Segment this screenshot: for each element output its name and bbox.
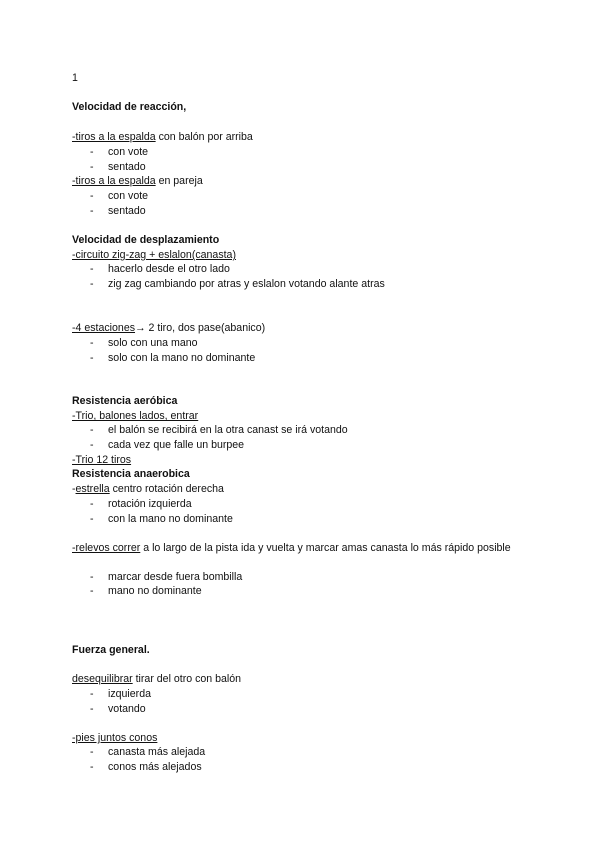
exercise-name: desequilibrar <box>72 673 133 685</box>
bullet-dash: - <box>90 513 94 525</box>
exercise-detail: en pareja <box>155 175 203 187</box>
list-item-text: cada vez que falle un burpee <box>108 439 245 451</box>
bullet-dash: - <box>90 746 94 758</box>
list-item-text: mano no dominante <box>108 585 202 597</box>
list-item-text: solo con una mano <box>108 337 198 349</box>
exercise-name: -4 estaciones <box>72 322 136 334</box>
exercise-name: -Trio 12 tiros <box>72 454 132 466</box>
exercise-detail: → 2 tiro, dos pase(abanico) <box>135 322 266 334</box>
list-item <box>90 571 242 584</box>
bullet-dash: - <box>90 585 94 597</box>
exercise-detail: centro rotación derecha <box>109 483 224 495</box>
list-item-text: zig zag cambiando por atras y eslalon votando alante atras <box>108 278 385 290</box>
bullet-dash: - <box>90 761 94 773</box>
list-item-text: solo con la mano no dominante <box>108 352 256 364</box>
exercise-name: -tiros a la espalda <box>72 131 156 143</box>
list-item-text: izquierda <box>108 688 151 700</box>
bullet-dash: - <box>90 146 94 158</box>
bullet-dash: - <box>90 439 94 451</box>
list-item <box>90 761 202 774</box>
list-item <box>90 205 146 218</box>
list-item <box>90 278 385 291</box>
list-item <box>90 439 244 452</box>
exercise-name: -pies juntos conos <box>72 732 158 744</box>
list-item <box>90 746 205 759</box>
exercise-name: -tiros a la espalda <box>72 175 156 187</box>
bullet-dash: - <box>90 263 94 275</box>
list-item-text: hacerlo desde el otro lado <box>108 263 230 275</box>
exercise-name: -Trio, balones lados, entrar <box>72 410 199 422</box>
list-item-text: con vote <box>108 146 149 158</box>
list-item-text: marcar desde fuera bombilla <box>108 571 243 583</box>
list-item-text: votando <box>108 703 146 715</box>
list-item <box>90 352 255 365</box>
list-item-text: el balón se recibirá en la otra canast se irá votando <box>108 424 348 436</box>
section-title-reaccion: Velocidad de reacción, <box>72 101 187 113</box>
list-item-text: con vote <box>108 190 149 202</box>
list-item <box>90 703 146 716</box>
bullet-dash: - <box>90 571 94 583</box>
page-number: 1 <box>72 72 78 84</box>
list-item <box>90 263 230 276</box>
bullet-dash: - <box>90 424 94 436</box>
section-title-desplazamiento: Velocidad de desplazamiento <box>72 234 220 246</box>
list-item <box>90 424 348 437</box>
bullet-dash: - <box>90 205 94 217</box>
bullet-dash: - <box>90 352 94 364</box>
bullet-dash: - <box>90 190 94 202</box>
list-item <box>90 337 198 350</box>
bullet-dash: - <box>90 688 94 700</box>
bullet-dash: - <box>90 498 94 510</box>
bullet-dash: - <box>90 161 94 173</box>
bullet-dash: - <box>90 337 94 349</box>
exercise-line <box>72 483 224 496</box>
list-item <box>90 146 148 159</box>
exercise-name: -relevos correr <box>72 542 141 554</box>
section-title-aerobica: Resistencia aeróbica <box>72 395 178 407</box>
exercise-line <box>72 410 198 423</box>
exercise-line <box>72 454 131 467</box>
exercise-detail: con balón por arriba <box>155 131 253 143</box>
exercise-line <box>72 131 253 144</box>
exercise-name: estrella <box>75 483 110 495</box>
section-title-fuerza: Fuerza general. <box>72 644 150 656</box>
list-item <box>90 688 151 701</box>
exercise-line <box>72 673 241 686</box>
list-item <box>90 190 148 203</box>
list-item <box>90 161 146 174</box>
list-item <box>90 513 233 526</box>
exercise-line <box>72 249 236 262</box>
exercise-line <box>72 732 157 745</box>
exercise-name: -circuito zig-zag + eslalon(canasta) <box>72 249 236 261</box>
exercise-line <box>72 322 265 335</box>
list-item-text: rotación izquierda <box>108 498 192 510</box>
exercise-detail: a lo largo de la pista ida y vuelta y marcar amas canasta lo más rápido posible <box>140 542 511 554</box>
section-title-anaerobica: Resistencia anaerobica <box>72 468 190 480</box>
exercise-line <box>72 175 203 188</box>
list-item <box>90 498 192 511</box>
bullet-dash: - <box>90 703 94 715</box>
bullet-dash: - <box>90 278 94 290</box>
exercise-line <box>72 542 542 555</box>
list-item-text: sentado <box>108 205 146 217</box>
list-item <box>90 585 202 598</box>
exercise-detail: tirar del otro con balón <box>132 673 242 685</box>
list-item-text: canasta más alejada <box>108 746 206 758</box>
list-item-text: con la mano no dominante <box>108 513 233 525</box>
list-item-text: conos más alejados <box>108 761 202 773</box>
exercise-prefix: - <box>72 483 76 495</box>
list-item-text: sentado <box>108 161 146 173</box>
